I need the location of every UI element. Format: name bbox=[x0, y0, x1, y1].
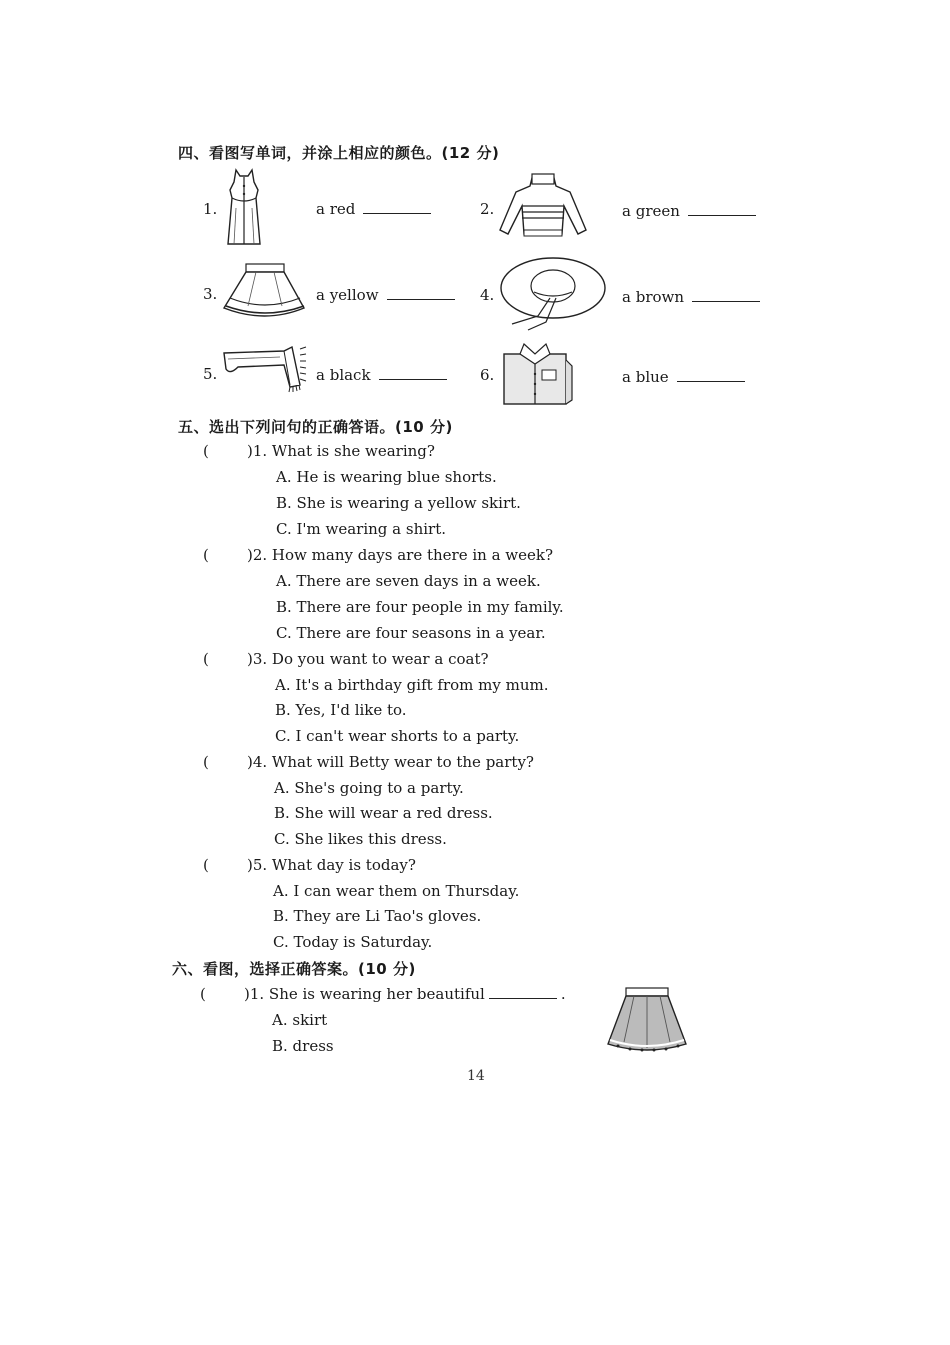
q1-option-c: C. I'm wearing a shirt. bbox=[276, 520, 447, 538]
sweater-icon bbox=[498, 172, 588, 242]
item-6-number: 6. bbox=[480, 366, 495, 384]
item-4-phrase bbox=[622, 288, 760, 306]
s6-question-1-blank[interactable] bbox=[489, 986, 557, 999]
section-4-title: 四、看图写单词，并涂上相应的颜色。(12 分) bbox=[178, 144, 500, 162]
answer-paren-q5[interactable]: ( bbox=[203, 856, 209, 874]
s6-question-1 bbox=[244, 985, 566, 1003]
item-2-phrase bbox=[622, 202, 756, 220]
answer-paren-q3[interactable]: ( bbox=[203, 650, 209, 668]
q4-option-a: A. She's going to a party. bbox=[274, 779, 464, 797]
q1-option-a: A. He is wearing blue shorts. bbox=[276, 468, 497, 486]
hat-icon bbox=[498, 254, 608, 334]
question-5: )5. What day is today? bbox=[247, 856, 416, 874]
item-6-label: a blue bbox=[622, 368, 669, 386]
question-1: )1. What is she wearing? bbox=[247, 442, 435, 460]
question-3: )3. Do you want to wear a coat? bbox=[247, 650, 489, 668]
item-4-answer-blank[interactable] bbox=[692, 289, 760, 302]
item-5-phrase bbox=[316, 366, 447, 384]
item-5-number: 5. bbox=[203, 365, 218, 383]
answer-paren-s6-q1[interactable]: ( bbox=[200, 985, 206, 1003]
q5-option-b: B. They are Li Tao's gloves. bbox=[273, 907, 482, 925]
q3-option-b: B. Yes, I'd like to. bbox=[275, 701, 407, 719]
s6-question-1-end: . bbox=[560, 985, 566, 1003]
q3-option-c: C. I can't wear shorts to a party. bbox=[275, 727, 520, 745]
item-3-answer-blank[interactable] bbox=[387, 287, 455, 300]
q5-option-c: C. Today is Saturday. bbox=[273, 933, 433, 951]
section-5-title: 五、选出下列问句的正确答语。(10 分) bbox=[178, 418, 453, 436]
item-4-label: a brown bbox=[622, 288, 685, 306]
answer-paren-q2[interactable]: ( bbox=[203, 546, 209, 564]
q3-option-a: A. It's a birthday gift from my mum. bbox=[275, 676, 549, 694]
s6-q1-option-b: B. dress bbox=[272, 1037, 334, 1055]
item-6-phrase bbox=[622, 368, 745, 386]
item-3-number: 3. bbox=[203, 285, 218, 303]
shirt-icon bbox=[500, 340, 574, 408]
item-1-number: 1. bbox=[203, 200, 218, 218]
scarf-icon bbox=[220, 345, 308, 393]
item-3-phrase bbox=[316, 286, 455, 304]
page-number: 14 bbox=[467, 1068, 485, 1084]
item-1-phrase bbox=[316, 200, 431, 218]
q4-option-c: C. She likes this dress. bbox=[274, 830, 447, 848]
skirt-icon bbox=[604, 986, 690, 1056]
q2-option-b: B. There are four people in my family. bbox=[276, 598, 564, 616]
item-4-number: 4. bbox=[480, 286, 495, 304]
answer-paren-q1[interactable]: ( bbox=[203, 442, 209, 460]
question-2: )2. How many days are there in a week? bbox=[247, 546, 554, 564]
item-5-label: a black bbox=[316, 366, 371, 384]
answer-paren-q4[interactable]: ( bbox=[203, 753, 209, 771]
item-2-answer-blank[interactable] bbox=[688, 203, 756, 216]
question-4: )4. What will Betty wear to the party? bbox=[247, 753, 534, 771]
item-3-label: a yellow bbox=[316, 286, 379, 304]
section-6-title: 六、看图，选择正确答案。(10 分) bbox=[172, 960, 416, 978]
s6-question-1-text: )1. She is wearing her beautiful bbox=[244, 985, 485, 1003]
item-6-answer-blank[interactable] bbox=[677, 369, 745, 382]
s6-q1-option-a: A. skirt bbox=[272, 1011, 328, 1029]
q2-option-a: A. There are seven days in a week. bbox=[276, 572, 541, 590]
q5-option-a: A. I can wear them on Thursday. bbox=[273, 882, 520, 900]
item-2-label: a green bbox=[622, 202, 680, 220]
q1-option-b: B. She is wearing a yellow skirt. bbox=[276, 494, 521, 512]
skirt-icon bbox=[220, 262, 310, 324]
q4-option-b: B. She will wear a red dress. bbox=[274, 804, 493, 822]
item-1-label: a red bbox=[316, 200, 356, 218]
q2-option-c: C. There are four seasons in a year. bbox=[276, 624, 546, 642]
item-2-number: 2. bbox=[480, 200, 495, 218]
item-5-answer-blank[interactable] bbox=[379, 367, 447, 380]
dress-icon bbox=[222, 168, 266, 246]
item-1-answer-blank[interactable] bbox=[363, 201, 431, 214]
